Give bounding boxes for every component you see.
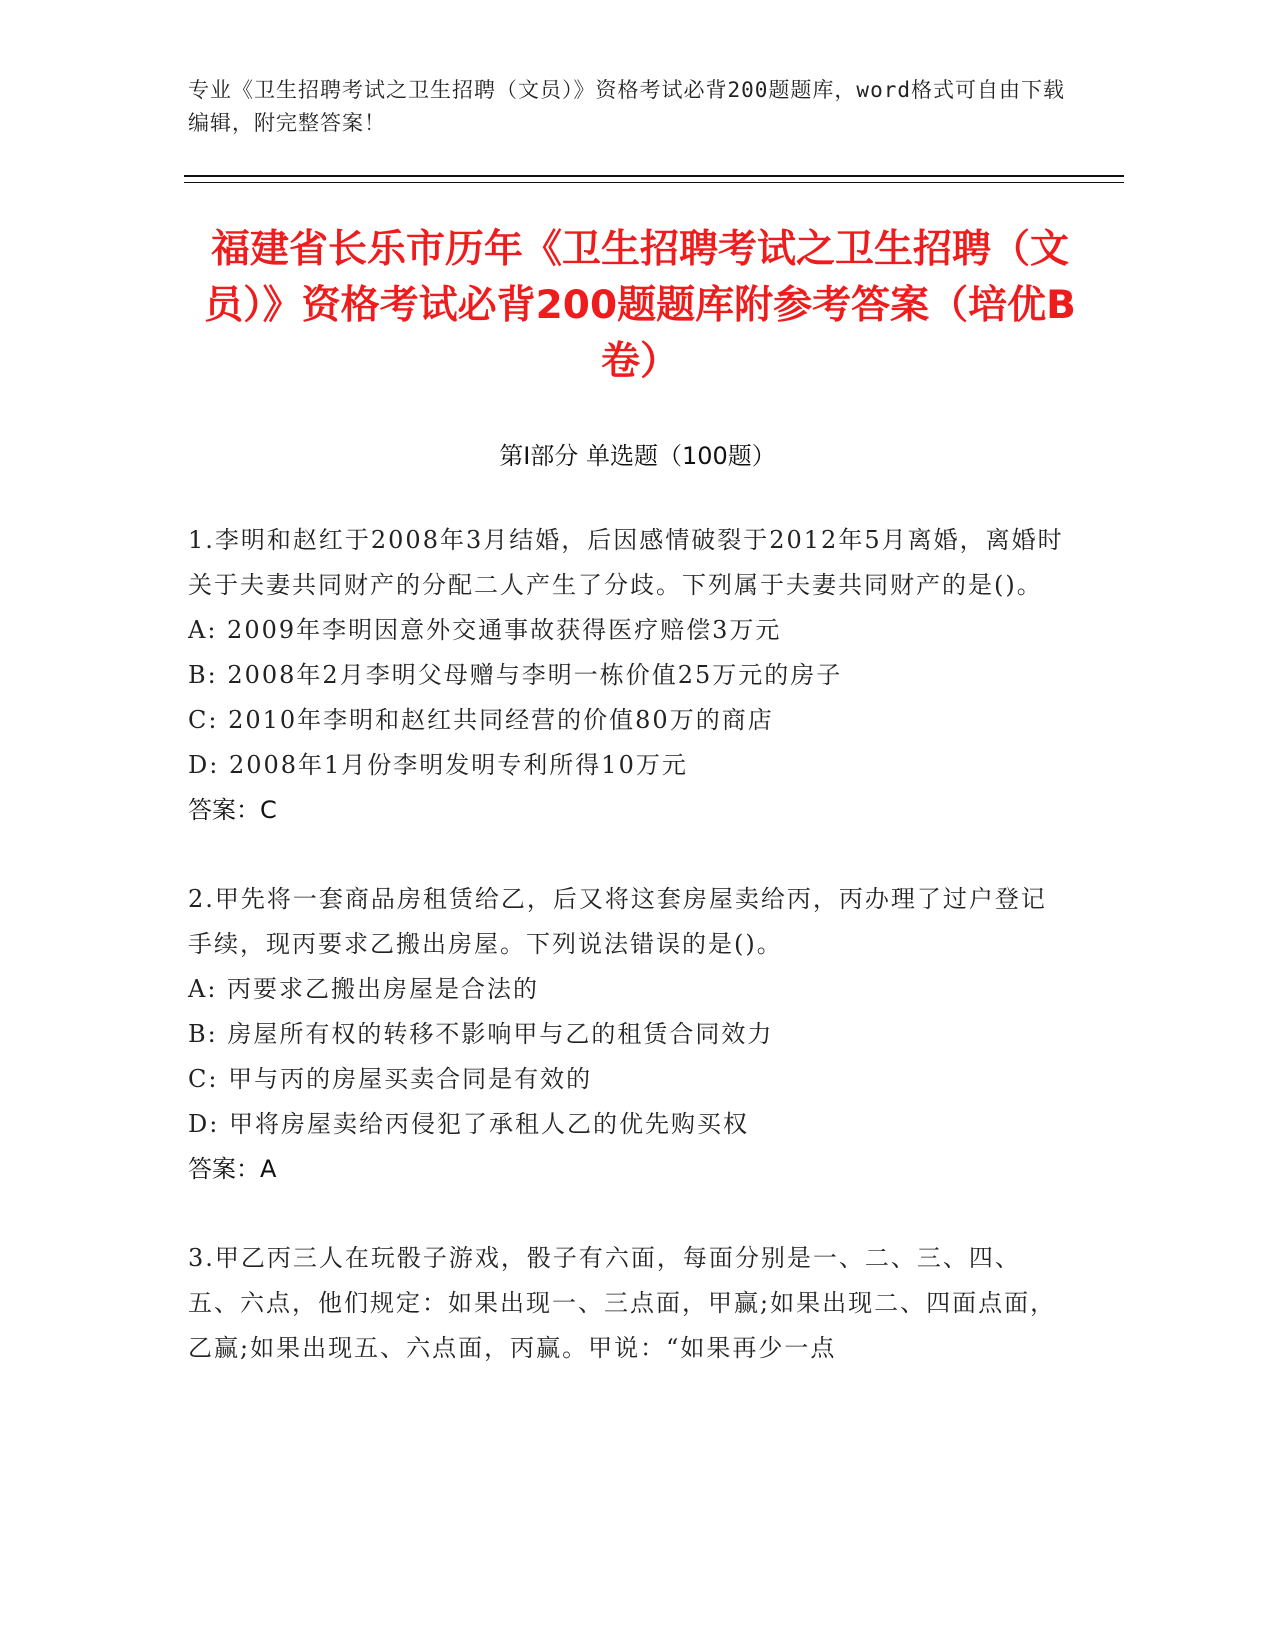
option-b: B: 房屋所有权的转移不影响甲与乙的租赁合同效力 xyxy=(188,1020,774,1048)
option-a: A: 2009年李明因意外交通事故获得医疗赔偿3万元 xyxy=(188,616,782,644)
option-d: D: 2008年1月份李明发明专利所得10万元 xyxy=(188,751,688,779)
header-rule-thick xyxy=(184,175,1124,177)
section-heading: 第Ⅰ部分 单选题（100题） xyxy=(499,442,776,470)
header-rule-thin xyxy=(184,182,1124,183)
document-title: 福建省长乐市历年《卫生招聘考试之卫生招聘（文员）》资格考试必背200题题库附参考答案（培优B卷） xyxy=(204,227,1076,384)
question-stem: 1.李明和赵红于2008年3月结婚，后因感情破裂于2012年5月离婚，离婚时关于夫妻共同财产的分配二人产生了分歧。下列属于夫妻共同财产的是()。 xyxy=(188,526,1064,599)
option-c: C: 2010年李明和赵红共同经营的价值80万的商店 xyxy=(188,706,774,734)
question-stem: 2.甲先将一套商品房租赁给乙，后又将这套房屋卖给丙，丙办理了过户登记手续，现丙要求乙搬出房屋。下列说法错误的是()。 xyxy=(188,885,1047,958)
header-note: 专业《卫生招聘考试之卫生招聘（文员）》资格考试必背200题题库，word格式可自由下载编辑，附完整答案！ xyxy=(188,78,1065,135)
question-stem: 3.甲乙丙三人在玩骰子游戏，骰子有六面，每面分别是一、二、三、四、五、六点，他们规定：如果出现一、三点面，甲赢;如果出现二、四面点面，乙赢;如果出现五、六点面，丙赢。甲说：“如果再少一点 xyxy=(188,1244,1057,1362)
option-b: B: 2008年2月李明父母赠与李明一栋价值25万元的房子 xyxy=(188,661,843,689)
question-list xyxy=(188,518,1068,1415)
answer: 答案：A xyxy=(188,1155,277,1183)
option-a: A: 丙要求乙搬出房屋是合法的 xyxy=(188,975,540,1003)
option-d: D: 甲将房屋卖给丙侵犯了承租人乙的优先购买权 xyxy=(188,1110,749,1138)
question-2 xyxy=(188,877,1068,1192)
question-1 xyxy=(188,518,1068,833)
question-3 xyxy=(188,1236,1068,1371)
answer: 答案：C xyxy=(188,796,277,824)
option-c: C: 甲与丙的房屋买卖合同是有效的 xyxy=(188,1065,593,1093)
